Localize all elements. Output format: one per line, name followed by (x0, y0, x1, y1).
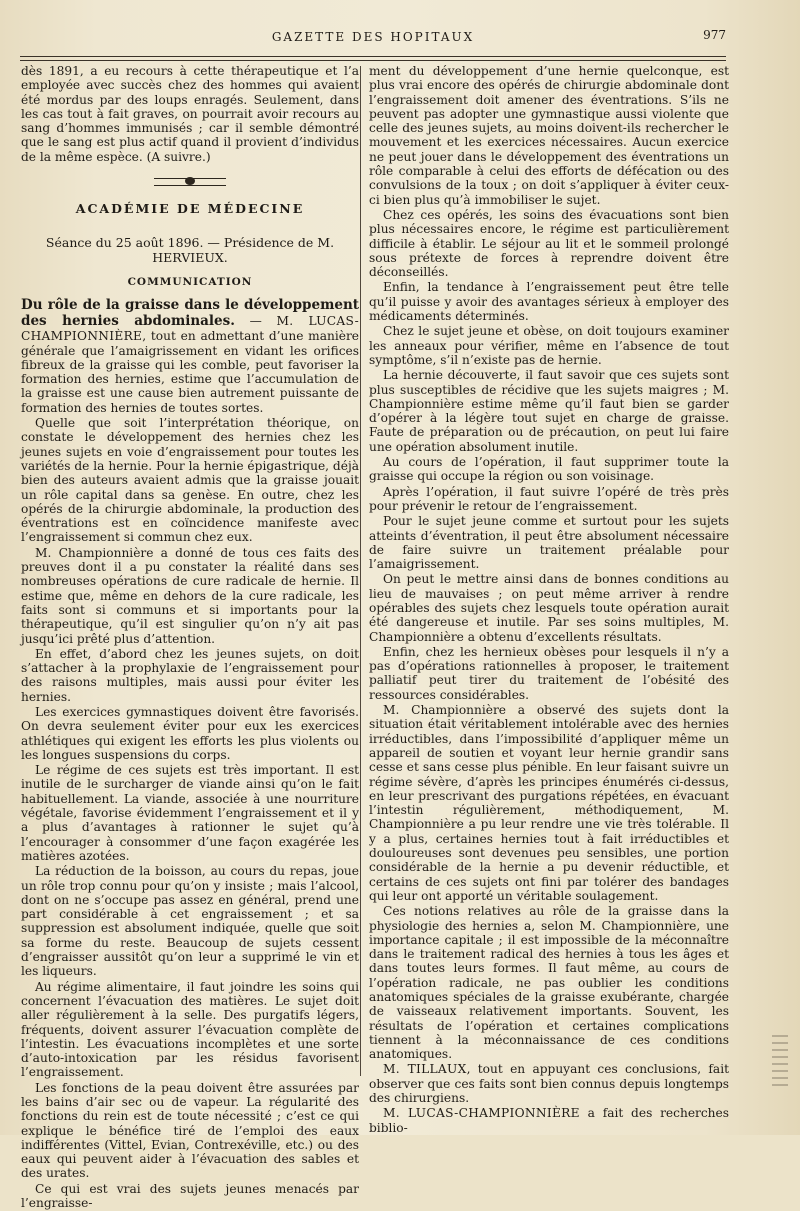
left-paragraph-1: Quelle que soit l’interprétation théorique, on constate le développement des hernies chez les jeunes sujets en voie d’engraissement pour toutes les variétés de la hernie. Pour la hernie épigastrique, déjà bien des auteurs avaient admis que la graisse jouait un rôle capital dans sa genèse. En outre, chez les opérés de la chirurgie abdominale, la production des éventrations est en coïncidence manifeste avec l’engraissement si commun chez eux. (21, 416, 359, 545)
right-paragraph-9: Enfin, chez les hernieux obèses pour lesquels il n’y a pas d’opérations rationnelles à proposer, le traitement palliatif peut tirer du traitement de l’obésité des ressources considérables. (369, 644, 729, 702)
header-rule-top (20, 56, 726, 57)
page-edge-mark (772, 1035, 788, 1091)
tillaux-paragraph (369, 1062, 729, 1105)
left-paragraph-5: Le régime de ces sujets est très important. Il est inutile de le surcharger de viande ainsi qu’on le fait habituellement. La viande, associée à une nourriture végétale, favorise évidemment l’engraissement et il y a plus d’avantages à rationner le sujet qu’à l’encourager à consommer d’une façon exagérée les matières azotées. (21, 763, 359, 863)
right-paragraph-2: Enfin, la tendance à l’engraissement peut être telle qu’il puisse y avoir des avantages sérieux à employer des médicaments déterminés. (369, 280, 729, 324)
right-paragraph-5: Au cours de l’opération, il faut supprimer toute la graisse qui occupe la région ou son voisinage. (369, 455, 729, 484)
opening-paragraph: dès 1891, a eu recours à cette thérapeutique et l’a employée avec succès chez des hommes qui avaient été mordus par des loups enragés. Seulement, dans les cas tout à fait graves, on pourrait avoir recours au sang d’hommes immunisés ; car il semble démontré que le sang est plus actif quand il provient d’individus de la même espèce. (A suivre.) (21, 64, 359, 164)
left-paragraph-8: Les fonctions de la peau doivent être assurées par les bains d’air sec ou de vapeur. La régularité des fonctions du rein est de toute nécessité ; c’est ce qui explique le bénéfice tiré de l’emploi des eaux indifférentes (Vittel, Evian, Contrexéville, etc.) ou des eaux qui peuvent aider à l’évacuation des sables et des urates. (21, 1080, 359, 1181)
left-paragraph-3: En effet, d’abord chez les jeunes sujets, on doit s’attacher à la prophylaxie de l’engraissement pour des raisons multiples, mais aussi pour éviter les hernies. (21, 646, 359, 704)
right-paragraph-7: Pour le sujet jeune comme et surtout pour les sujets atteints d’éventration, il peut être absolument nécessaire de faire suivre un traitement préalable pour l’amaigrissement. (369, 514, 729, 572)
right-paragraph-11: Ces notions relatives au rôle de la graisse dans la physiologie des hernies a, selon M. Championnière, une importance capitale ; il est impossible de la méconnaître dans le traitement radical des hernies à tous les âges et dans toutes leurs formes. Il faut même, au cours de l’opération radicale, ne pas oublier les conditions anatomiques spéciales de la graisse exubérante, chargée de vaisseaux relativement importants. Souvent, les résultats de l’opération et certaines complications tiennent à la méconnaissance de ces conditions anatomiques. (369, 904, 729, 1062)
journal-title: GAZETTE DES HOPITAUX (271, 30, 475, 44)
lucas-name: M. LUCAS-CHAMPIONNIÈRE (383, 1106, 580, 1121)
communication-heading: COMMUNICATION (127, 275, 253, 288)
page-number: 977 (703, 28, 726, 42)
left-paragraph-6: La réduction de la boisson, au cours du repas, joue un rôle trop connu pour qu’on y insiste ; mais l’alcool, dont on ne s’occupe pas assez en général, prend une part considérable à cet engraissement ; et sa suppression est absolument indiquée, quelle que soit sa forme du reste. Beaucoup de sujets cessent d’engraisser aussitôt qu’on leur a supprimé le vin et les liqueurs. (21, 864, 359, 979)
session-heading: Séance du 25 août 1896. — Présidence de M. HERVIEUX. (45, 235, 335, 265)
left-paragraph-9: Ce qui est vrai des sujets jeunes menacés par l’engraisse- (21, 1181, 359, 1211)
left-paragraph-2: M. Championnière a donné de tous ces faits des preuves dont il a pu constater la réalité dans ses nombreuses opérations de cure radicale de hernie. Il estime que, même en dehors de la cure radicale, les faits sont si communs et si importants pour la thérapeutique, qu’il est singulier qu’on n’y ait pas jusqu’ici prêté plus d’attention. (21, 545, 359, 646)
page-header (20, 22, 726, 56)
lucas-text: a fait des recherches biblio- (369, 1106, 730, 1135)
left-paragraph-7: Au régime alimentaire, il faut joindre les soins qui concernent l’évacuation des matières. Le sujet doit aller régulièrement à la selle. Des purgatifs légers, fréquents, doivent assurer l’évacuation complète de l’intestin. Les évacuations incomplètes et une sorte d’auto-intoxication par les résidus favorisent l’engraissement. (21, 979, 359, 1080)
right-paragraph-4: La hernie découverte, il faut savoir que ces sujets sont plus susceptibles de récidive que les sujets maigres ; M. Championnière estime même qu’il faut bien se garder d’opérer à la légère tout sujet en charge de graisse. Faute de préparation ou de précaution, on peut lui faire une opération absolument inutile. (369, 368, 729, 454)
section-title: ACADÉMIE DE MÉDECINE (75, 201, 305, 217)
article-title: Du rôle de la graisse dans le développement des hernies abdominales. (21, 297, 359, 330)
tillaux-name: M. TILLAUX (383, 1062, 467, 1077)
right-paragraph-0: ment du développement d’une hernie quelconque, est plus vrai encore des opérés de chirurgie abdominale dont l’engraissement doit amener des éventrations. S’ils ne peuvent pas adopter une gymnastique aussi violente que celle des jeunes sujets, au moins doivent-ils rechercher le mouvement et les exercices nécessaires. Aucun exercice ne peut jouer dans le développement des éventrations un rôle comparable à celui des efforts de défécation ou des convulsions de la toux ; on doit s’appliquer à éviter ceux-ci bien plus qu’à immobiliser le sujet. (369, 64, 729, 207)
section-ornament (154, 178, 226, 186)
author-name: M. LUCAS-CHAMPIONNIÈRE (21, 314, 359, 344)
right-paragraph-1: Chez ces opérés, les soins des évacuations sont bien plus nécessaires encore, le régime est particulièrement difficile à établir. Le séjour au lit et le sommeil prolongé sous prétexte de forces à reprendre doivent être déconseillés. (369, 207, 729, 280)
article-intro: Du rôle de la graisse dans le développement des hernies abdominales. — M. LUCAS-CHAMPIONNIÈRE, tout en admettant d’une manière générale que l’amaigrissement en vidant les orifices fibreux de la graisse qui les comble, peut favoriser la formation des hernies, estime que l’accumulation de la graisse est une cause bien autrement puissante de formation des hernies de toutes sortes. (21, 297, 359, 415)
header-rule-bottom (20, 60, 726, 61)
left-paragraph-4: Les exercices gymnastiques doivent être favorisés. On devra seulement éviter pour eux les exercices athlétiques qui exigent les efforts les plus violents ou les longues suspensions du corps. (21, 704, 359, 762)
lucas-paragraph (369, 1106, 729, 1135)
right-paragraph-6: Après l’opération, il faut suivre l’opéré de très près pour prévenir le retour de l’engraissement. (369, 484, 729, 513)
right-paragraph-3: Chez le sujet jeune et obèse, on doit toujours examiner les anneaux pour vérifier, même en l’absence de tout symptôme, s’il n’existe pas de hernie. (369, 324, 729, 367)
tillaux-text: , tout en appuyant ces conclusions, fait observer que ces faits sont bien connus depuis longtemps des chirurgiens. (369, 1062, 729, 1106)
column-divider (360, 66, 361, 1076)
right-paragraph-8: On peut le mettre ainsi dans de bonnes conditions au lieu de mauvaises ; on peut même arriver à rendre opérables des sujets chez lesquels toute opération aurait été dangereuse et inutile. Par ses soins multiples, M. Championnière a obtenu d’excellents résultats. (369, 572, 729, 644)
right-paragraph-10: M. Championnière a observé des sujets dont la situation était véritablement intolérable avec des hernies irréductibles, dans l’impossibilité d’appliquer même un appareil de soutien et voyant leur hernie grandir sans cesse et sans cesse plus pénible. En leur faisant suivre un régime sévère, d’après les principes énumérés ci-dessus, en leur prescrivant des purgations répétées, en évacuant l’intestin régulièrement, méthodiquement, M. Championnière a pu leur rendre une vie très tolérable. Il y a plus, certaines hernies tout à fait irréductibles et douloureuses sont devenues peu sensibles, une portion considérable de la hernie a pu devenir réductible, et certains de ces sujets ont fini par tolérer des bandages qui leur ont apporté un véritable soulagement. (369, 703, 729, 903)
article-intro-text: , tout en admettant d’une manière générale que l’amaigrissement en vidant les orifices fibreux de la graisse qui les comble, peut favoriser la formation des hernies, estime que l’accumulation de la graisse est une cause bien autrement puissante de formation des hernies de toutes sortes. (21, 329, 359, 415)
left-column (21, 64, 359, 1211)
right-column (369, 64, 729, 1136)
